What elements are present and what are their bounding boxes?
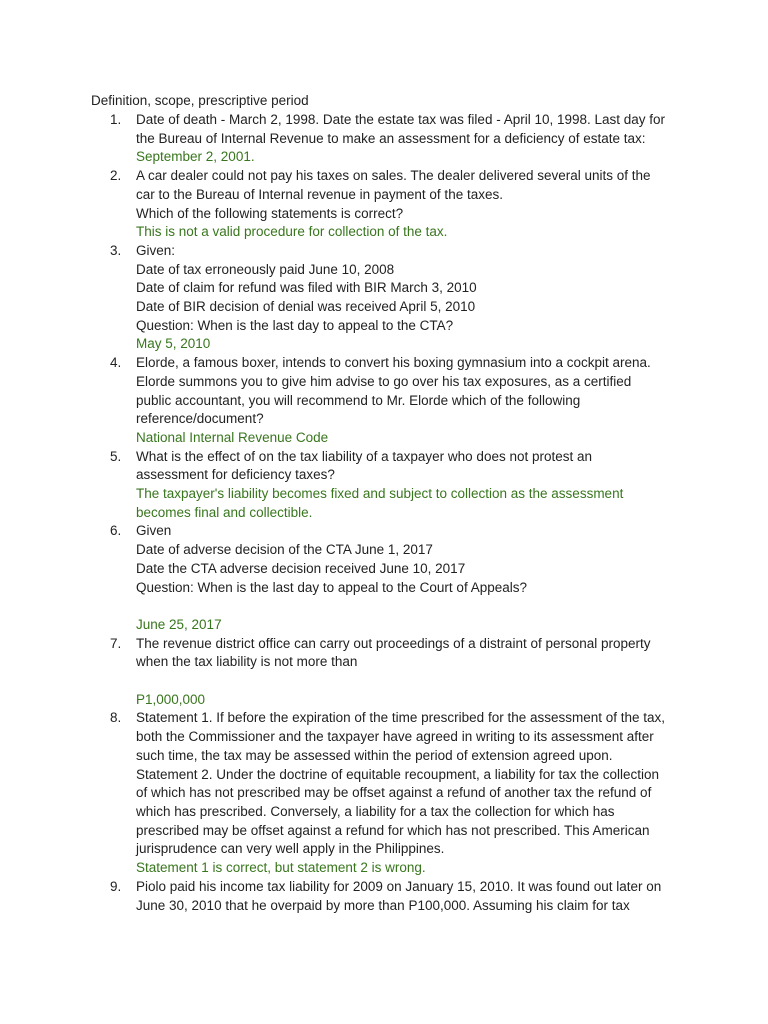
question-text-line: Date of tax erroneously paid June 10, 2008 <box>136 261 395 277</box>
question-item <box>0 354 680 448</box>
answer-text-line: September 2, 2001. <box>136 149 255 165</box>
question-text-line: both the Commissioner and the taxpayer have agreed in writing to its assessment after <box>136 729 654 745</box>
question-text-line: when the tax liability is not more than <box>136 654 358 670</box>
question-item <box>0 111 680 167</box>
question-item <box>0 878 680 915</box>
question-item <box>0 635 680 710</box>
question-text-line: Question: When is the last day to appeal to the CTA? <box>136 317 454 333</box>
question-text-line: Piolo paid his income tax liability for 2009 on January 15, 2010. It was found out later on <box>136 878 662 894</box>
question-text-line: jurisprudence can very well apply in the Philippines. <box>136 841 445 857</box>
question-text-line: Given <box>136 523 172 539</box>
answer-text-line: June 25, 2017 <box>136 616 222 632</box>
question-number: 8. <box>110 710 122 726</box>
question-text-line: public accountant, you will recommend to Mr. Elorde which of the following <box>136 392 581 408</box>
question-text-line: Elorde, a famous boxer, intends to convert his boxing gymnasium into a cockpit arena. <box>136 355 651 371</box>
question-item <box>0 448 680 523</box>
question-number: 3. <box>110 242 122 258</box>
question-number: 9. <box>110 878 122 894</box>
question-item <box>0 167 680 242</box>
question-number: 5. <box>110 448 122 464</box>
question-text-line: reference/document? <box>136 411 264 427</box>
question-number: 6. <box>110 523 122 539</box>
answer-text-line: May 5, 2010 <box>136 336 211 352</box>
question-text-line: Statement 2. Under the doctrine of equitable recoupment, a liability for tax the collection <box>136 766 660 782</box>
question-text-line: Question: When is the last day to appeal to the Court of Appeals? <box>136 579 527 595</box>
question-text-line: Date of death - March 2, 1998. Date the estate tax was filed - April 10, 1998. Last day for <box>136 112 666 127</box>
question-number: 7. <box>110 635 122 651</box>
section-heading: Definition, scope, prescriptive period <box>91 93 309 108</box>
question-text-line: What is the effect of on the tax liability of a taxpayer who does not protest an <box>136 448 593 464</box>
question-text-line: Date of claim for refund was filed with BIR March 3, 2010 <box>136 280 477 296</box>
answer-text-line: P1,000,000 <box>136 691 206 707</box>
question-text-line: such time, the tax may be assessed within the period of extension agreed upon. <box>136 747 613 763</box>
question-text-line: the Bureau of Internal Revenue to make an assessment for a deficiency of estate tax: <box>136 130 646 146</box>
question-text-line: The revenue district office can carry out proceedings of a distraint of personal property <box>136 635 651 651</box>
answer-text-line: The taxpayer's liability becomes fixed and subject to collection as the assessment <box>136 486 624 502</box>
answer-text-line: becomes final and collectible. <box>136 504 313 520</box>
question-list <box>0 111 768 915</box>
answer-text-line: Statement 1 is correct, but statement 2 is wrong. <box>136 860 426 876</box>
question-text-line: Given: <box>136 242 176 258</box>
question-text-line: car to the Bureau of Internal revenue in payment of the taxes. <box>136 186 503 202</box>
question-text-line: which has prescribed. Conversely, a liability for a tax the collection for which has <box>136 803 615 819</box>
question-number: 2. <box>110 168 122 184</box>
question-number: 1. <box>110 112 122 127</box>
question-text-line: June 30, 2010 that he overpaid by more than P100,000. Assuming his claim for tax <box>136 897 630 913</box>
question-text-line: Date of adverse decision of the CTA June 1, 2017 <box>136 542 433 558</box>
question-text-line: A car dealer could not pay his taxes on sales. The dealer delivered several units of the <box>136 168 651 184</box>
question-item <box>0 709 680 877</box>
question-text-line: of which has not prescribed may be offset against a refund of another tax the refund of <box>136 785 652 801</box>
question-text-line: Which of the following statements is correct? <box>136 205 404 221</box>
answer-text-line: National Internal Revenue Code <box>136 429 329 445</box>
blank-line <box>136 597 680 616</box>
question-text-line: Date the CTA adverse decision received June 10, 2017 <box>136 560 466 576</box>
question-text-line: assessment for deficiency taxes? <box>136 467 335 483</box>
question-item <box>0 522 680 634</box>
question-text-line: prescribed may be offset against a refund for which has not prescribed. This American <box>136 822 650 838</box>
question-item <box>0 242 680 354</box>
question-text-line: Elorde summons you to give him advise to go over his tax exposures, as a certified <box>136 373 632 389</box>
question-text-line: Statement 1. If before the expiration of the time prescribed for the assessment of the tax, <box>136 710 666 726</box>
blank-line <box>136 672 680 691</box>
question-text-line: Date of BIR decision of denial was received April 5, 2010 <box>136 299 476 315</box>
answer-text-line: This is not a valid procedure for collection of the tax. <box>136 224 448 240</box>
question-number: 4. <box>110 355 122 371</box>
